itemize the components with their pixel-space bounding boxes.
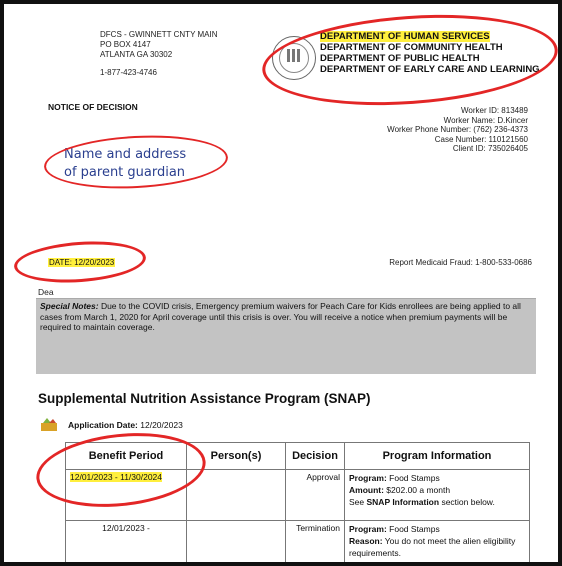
program-title: Supplemental Nutrition Assistance Program (SNAP) bbox=[38, 391, 371, 406]
persons-cell bbox=[187, 521, 286, 566]
header-decision: Decision bbox=[286, 443, 345, 470]
department-human-services: DEPARTMENT OF HUMAN SERVICES bbox=[320, 31, 490, 42]
red-circle-annotation bbox=[43, 131, 229, 193]
benefit-period-cell: 12/01/2023 - bbox=[66, 521, 187, 566]
see-prefix: See bbox=[349, 497, 367, 507]
table-row bbox=[66, 521, 530, 566]
greeting: Dea bbox=[38, 287, 54, 297]
special-notes-box bbox=[36, 298, 536, 374]
program-info-cell bbox=[345, 521, 530, 566]
amount-label: Amount: bbox=[349, 485, 384, 495]
application-date-label: Application Date: bbox=[68, 420, 138, 430]
snap-info-link: SNAP Information bbox=[366, 497, 440, 507]
reason-label: Reason: bbox=[349, 536, 383, 546]
department-public-health: DEPARTMENT OF PUBLIC HEALTH bbox=[320, 53, 480, 64]
reason-value: You do not meet the alien eligibility requirements. bbox=[349, 536, 516, 558]
worker-name: Worker Name: D.Kincer bbox=[443, 115, 528, 125]
application-icon bbox=[40, 417, 58, 431]
department-community-health: DEPARTMENT OF COMMUNITY HEALTH bbox=[320, 42, 503, 53]
agency-line-3: ATLANTA GA 30302 bbox=[100, 50, 173, 59]
red-circle-annotation bbox=[13, 237, 147, 286]
see-suffix: section below. bbox=[439, 497, 495, 507]
application-date bbox=[68, 420, 183, 430]
handwritten-line-1: Name and address bbox=[64, 147, 187, 162]
fraud-hotline: Report Medicaid Fraud: 1-800-533-0686 bbox=[389, 258, 532, 267]
special-notes-text: Due to the COVID crisis, Emergency premium waivers for Peach Care for Kids enrollees are being applied to all cases from March 1, 2020 for April coverage until this crisis is over. You will receive a notice when premium payments will be required to maintain coverage. bbox=[40, 301, 521, 332]
worker-info bbox=[387, 106, 528, 154]
program-value: Food Stamps bbox=[386, 473, 440, 483]
date-highlight: DATE: 12/20/2023 bbox=[49, 258, 115, 267]
worker-id: Worker ID: 813489 bbox=[461, 106, 528, 115]
special-notes-label: Special Notes: bbox=[40, 301, 99, 311]
worker-phone: Worker Phone Number: (762) 236-4373 bbox=[387, 125, 528, 134]
agency-line-1: DFCS - GWINNETT CNTY MAIN bbox=[100, 30, 218, 39]
header-persons: Person(s) bbox=[187, 443, 286, 470]
program-value: Food Stamps bbox=[386, 524, 440, 534]
amount-value: $202.00 a month bbox=[383, 485, 451, 495]
agency-address bbox=[100, 30, 217, 60]
decision-cell: Termination bbox=[286, 521, 345, 566]
case-number: Case Number: 110121560 bbox=[434, 134, 528, 144]
program-label: Program: bbox=[349, 473, 387, 483]
application-date-value: 12/20/2023 bbox=[137, 420, 183, 430]
header-program-information: Program Information bbox=[345, 443, 530, 470]
program-label: Program: bbox=[349, 524, 387, 534]
red-circle-annotation bbox=[259, 6, 560, 114]
program-info-cell bbox=[345, 470, 530, 521]
department-early-care: DEPARTMENT OF EARLY CARE AND LEARNING bbox=[320, 64, 540, 75]
decision-cell: Approval bbox=[286, 470, 345, 521]
benefit-period-value: 12/01/2023 - 11/30/2024 bbox=[70, 472, 163, 482]
persons-cell bbox=[187, 470, 286, 521]
client-id: Client ID: 735026405 bbox=[452, 144, 528, 153]
header-benefit-period: Benefit Period bbox=[66, 443, 187, 470]
agency-line-2: PO BOX 4147 bbox=[100, 40, 151, 49]
handwritten-line-2: of parent guardian bbox=[64, 165, 186, 180]
agency-phone: 1-877-423-4746 bbox=[100, 68, 157, 77]
notice-title: NOTICE OF DECISION bbox=[48, 102, 138, 112]
